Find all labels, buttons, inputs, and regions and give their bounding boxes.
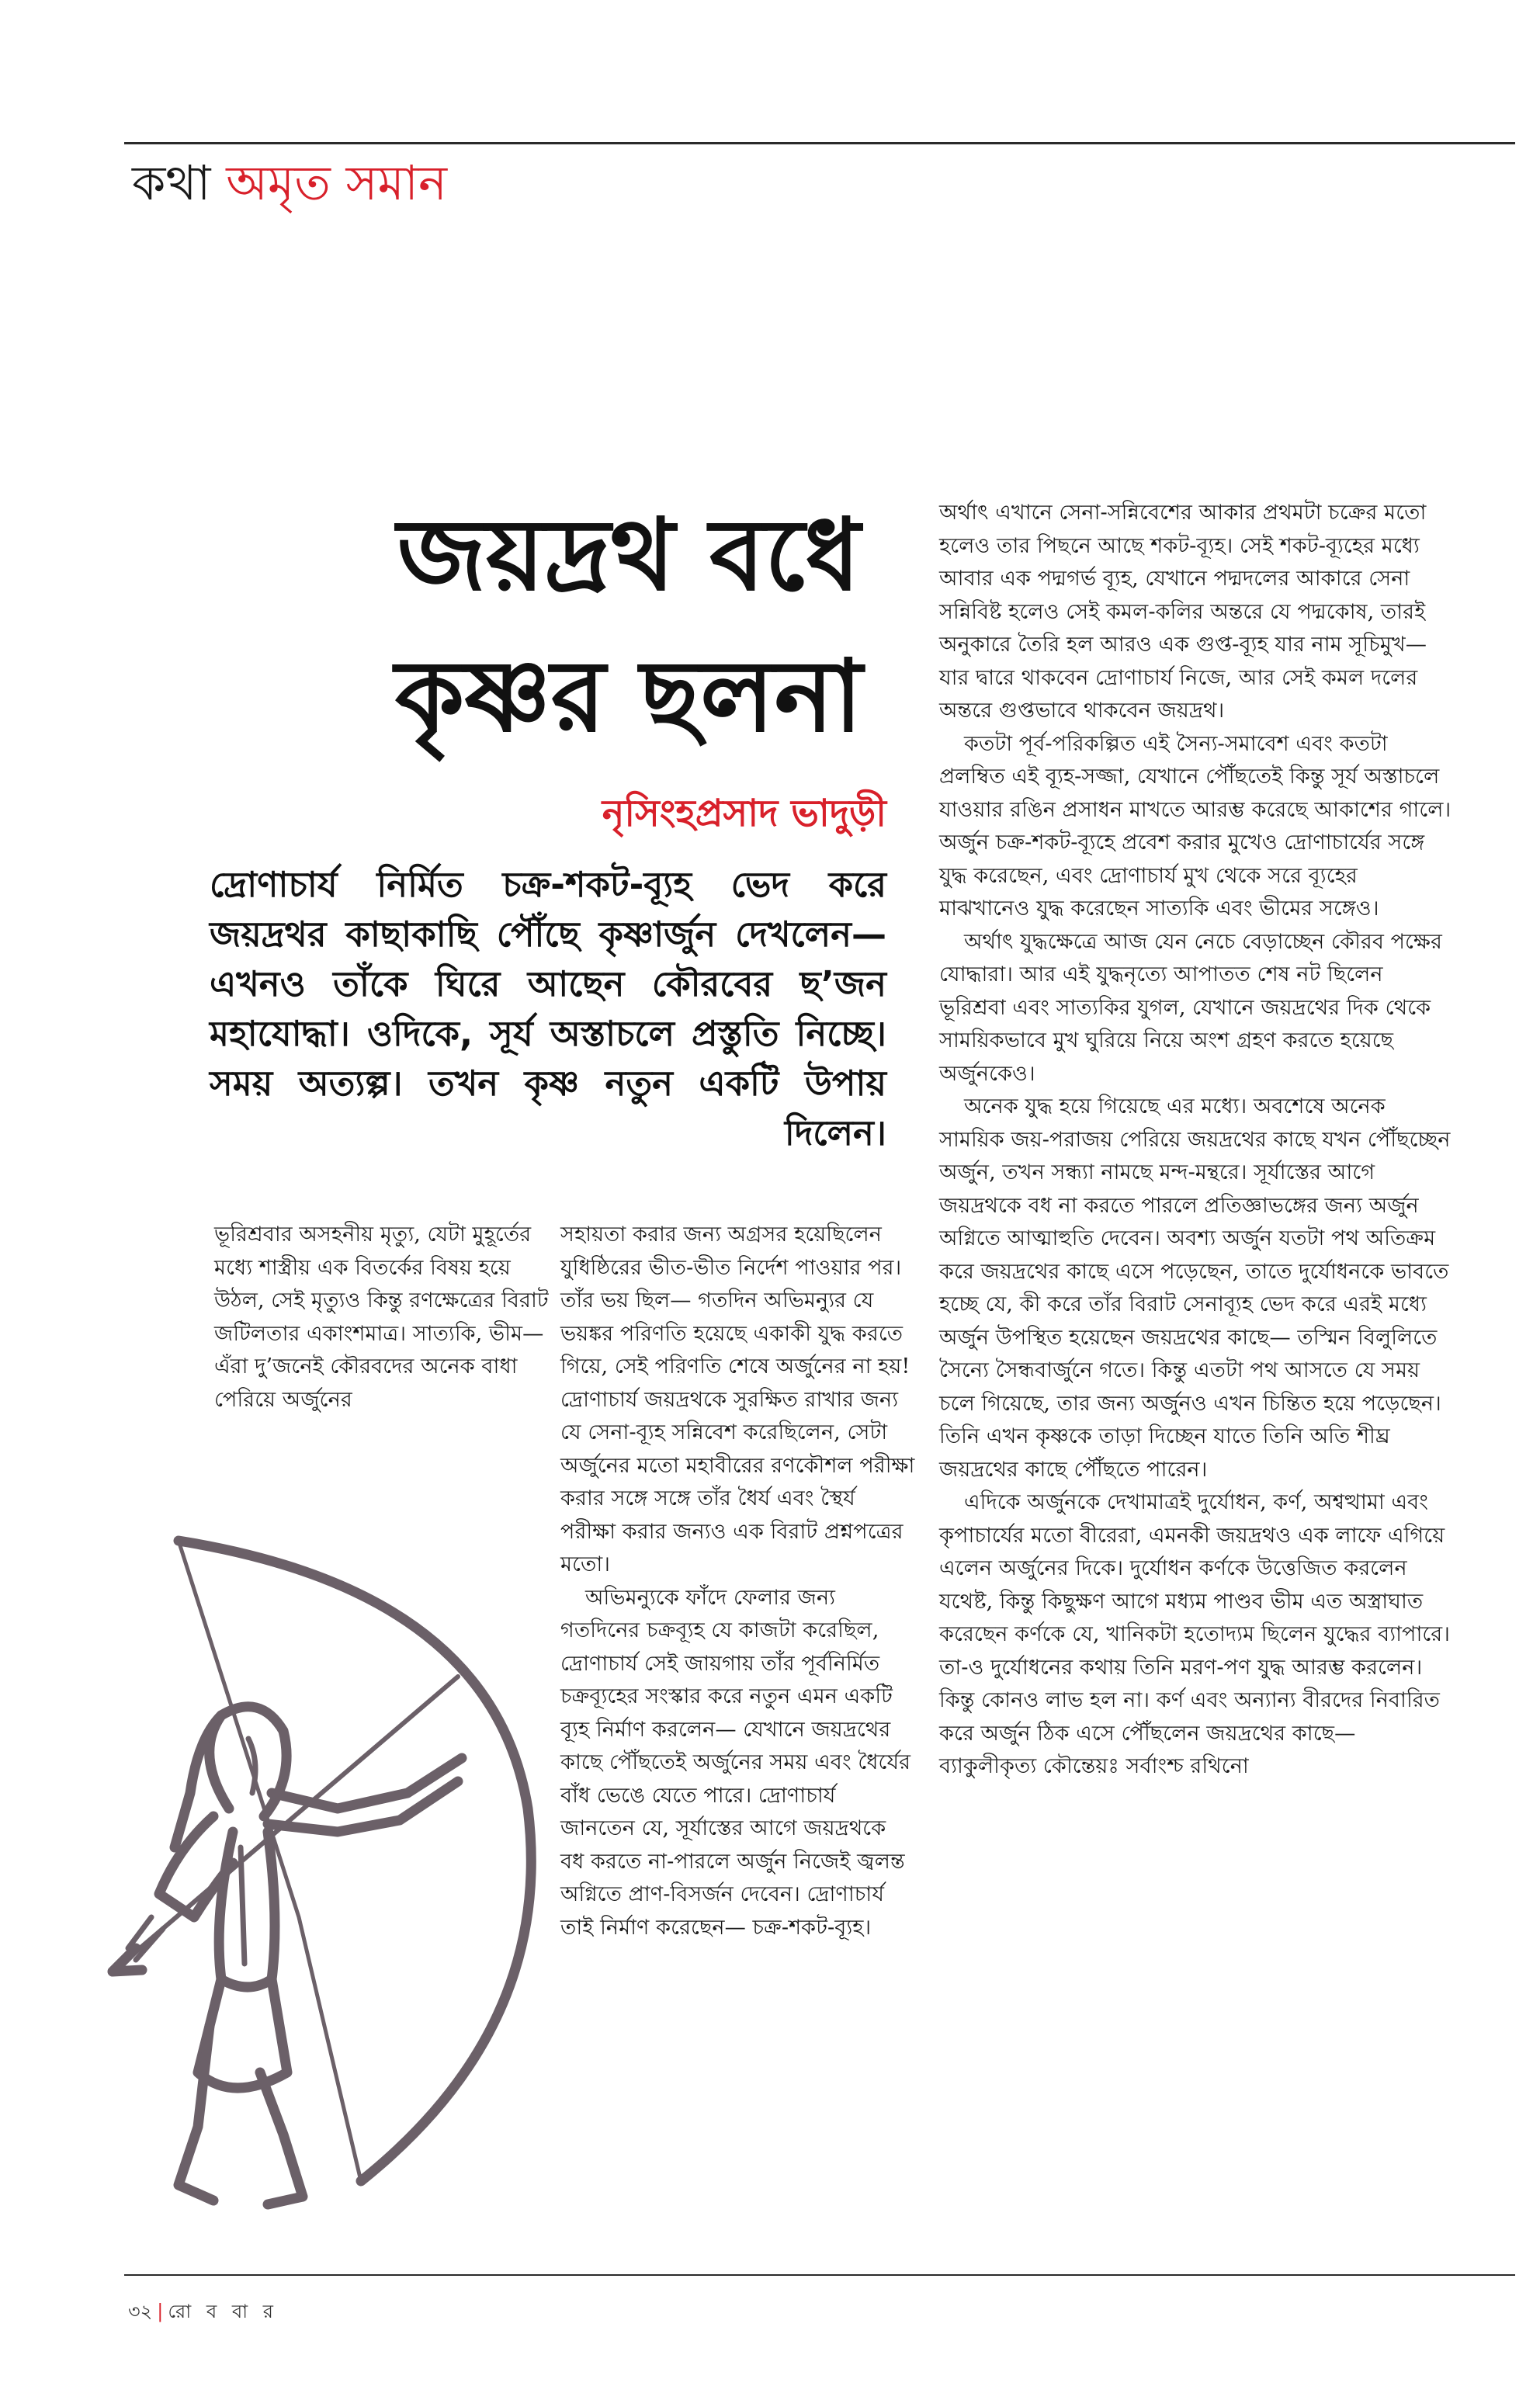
section-header — [132, 154, 447, 211]
top-rule — [124, 142, 1515, 144]
paragraph: ভূরিশ্রবার অসহনীয় মৃত্যু, যেটা মুহূর্তের মধ্যে শাস্ত্রীয় এক বিতর্কের বিষয় হয়ে উঠল, সেই মৃত্যুও কিন্তু রণক্ষেত্রের বিরাট জটিলতার একাংশমাত্র। সাত্যকি, ভীম— এঁরা দু’জনেই কৌরবদের অনেক বাধা পেরিয়ে অর্জুনের — [214, 1223, 549, 1412]
page-footer — [128, 2298, 278, 2329]
paragraph: অর্থাৎ এখানে সেনা-সন্নিবেশের আকার প্রথমটা চক্রের মতো হলেও তার পিছনে আছে শকট-ব্যূহ। সেই শকট-ব্যূহের মধ্যে আবার এক পদ্মগর্ভ ব্যূহ, যেখানে পদ্মদলের আকারে সেনা সন্নিবিষ্ট হলেও সেই কমল-কলির অন্তরে যে পদ্মকোষ, তারই অনুকারে তৈরি হল আরও এক গুপ্ত-ব্যূহ যার নাম সূচিমুখ— যার দ্বারে থাকবেন দ্রোণাচার্য নিজে, আর সেই কমল দলের অন্তরে গুপ্তভাবে থাকবেন জয়দ্রথ। — [939, 501, 1427, 723]
page-number: ৩২ — [128, 2301, 153, 2322]
section-word-2: অমৃত সমান — [226, 154, 447, 211]
paragraph: অর্থাৎ যুদ্ধক্ষেত্রে আজ যেন নেচে বেড়াচ্ছেন কৌরব পক্ষের যোদ্ধারা। আর এই যুদ্ধনৃত্যে আপাতত শেষ নট ছিলেন ভূরিশ্রবা এবং সাত্যকির যুগল, যেখানে জয়দ্রথের দিক থেকে সাময়িকভাবে মুখ ঘুরিয়ে নিয়ে অংশ গ্রহণ করতে হয়েছে অর্জুনকেও। — [939, 929, 1442, 1086]
title-line-2: কৃষ্ণর ছলনা — [394, 639, 863, 754]
paragraph: কতটা পূর্ব-পরিকল্পিত এই সৈন্য-সমাবেশ এবং কতটা প্রলম্বিত এই ব্যূহ-সজ্জা, যেখানে পৌঁছতেই কিন্তু সূর্য অস্তাচলে যাওয়ার রঙিন প্রসাধন মাখতে আরম্ভ করেছে আকাশের গালে। অর্জুন চক্র-শকট-ব্যূহে প্রবেশ করার মুখেও দ্রোণাচার্যের সঙ্গে যুদ্ধ করেছেন, এবং দ্রোণাচার্য মুখ থেকে সরে ব্যূহের মাঝখানেও যুদ্ধ করেছেন সাত্যকি এবং ভীমের সঙ্গেও। — [939, 731, 1452, 921]
body-column-1 — [214, 1219, 556, 1417]
paragraph: অভিমন্যুকে ফাঁদে ফেলার জন্য গতদিনের চক্রব্যূহ যে কাজটা করেছিল, দ্রোণাচার্য সেই জায়গায় তাঁর পূর্বনির্মিত চক্রব্যূহের সংস্কার করে নতুন এমন একটি ব্যূহ নির্মাণ করলেন— যেখানে জয়দ্রথের কাছে পৌঁছতেই অর্জুনের সময় এবং ধৈর্যের বাঁধ ভেঙে যেতে পারে। দ্রোণাচার্য জানতেন যে, সূর্যাস্তের আগে জয়দ্রথকে বধ করতে না-পারলে অর্জুন নিজেই জ্বলন্ত অগ্নিতে প্রাণ-বিসর্জন দেবেন। দ্রোণাচার্য তাই নির্মাণ করেছেন— চক্র-শকট-ব্যূহ। — [560, 1585, 911, 1940]
article-title — [334, 485, 924, 768]
paragraph: অনেক যুদ্ধ হয়ে গিয়েছে এর মধ্যে। অবশেষে অনেক সাময়িক জয়-পরাজয় পেরিয়ে জয়দ্রথের কাছে যখন পৌঁছচ্ছেন অর্জুন, তখন সন্ধ্যা নামছে মন্দ-মন্থরে। সূর্যাস্তের আগে জয়দ্রথকে বধ না করতে পারলে প্রতিজ্ঞাভঙ্গের জন্য অর্জুন অগ্নিতে আত্মাহুতি দেবেন। অবশ্য অর্জুন যতটা পথ অতিক্রম করে জয়দ্রথের কাছে এসে পড়েছেন, তাতে দুর্যোধনকে ভাবতে হচ্ছে যে, কী করে তাঁর বিরাট সেনাব্যূহ ভেদ করে এরই মধ্যে অর্জুন উপস্থিত হয়েছেন জয়দ্রথের কাছে— তস্মিন বিলুলিতে সৈন্যে সৈন্ধবার্জুনে গতে। কিন্তু এতটা পথ আসতে যে সময় চলে গিয়েছে, তার জন্য অর্জুনও এখন চিন্তিত হয়ে পড়েছেন। তিনি এখন কৃষ্ণকে তাড়া দিচ্ছেন যাতে তিনি অতি শীঘ্র জয়দ্রথের কাছে পৌঁছতে পারেন। — [939, 1094, 1451, 1482]
article-deck: দ্রোণাচার্য নির্মিত চক্র-শকট-ব্যূহ ভেদ করে জয়দ্রথর কাছাকাছি পৌঁছে কৃষ্ণার্জুন দেখলেন— এখনও তাঁকে ঘিরে আছেন কৌরবের ছ’জন মহাযোদ্ধা। ওদিকে, সূর্য অস্তাচলে প্রস্তুতি নিচ্ছে। সময় অত্যল্প। তখন কৃষ্ণ নতুন একটি উপায় দিলেন। — [210, 864, 886, 1153]
body-column-2 — [560, 1219, 916, 1944]
footer-separator: | — [157, 2301, 164, 2322]
body-column-3 — [939, 497, 1452, 1784]
archer-line-drawing-icon — [105, 1483, 555, 2228]
section-word-1: কথা — [132, 154, 211, 211]
paragraph: সহায়তা করার জন্য অগ্রসর হয়েছিলেন যুধিষ্ঠিরের ভীত-ভীত নির্দেশ পাওয়ার পর। তাঁর ভয় ছিল— গতদিন অভিমন্যুর যে ভয়ঙ্কর পরিণতি হয়েছে একাকী যুদ্ধ করতে গিয়ে, সেই পরিণতি শেষে অর্জুনের না হয়! দ্রোণাচার্য জয়দ্রথকে সুরক্ষিত রাখার জন্য যে সেনা-ব্যূহ সন্নিবেশ করেছিলেন, সেটা অর্জুনের মতো মহাবীরের রণকৌশল পরীক্ষা করার সঙ্গে সঙ্গে তাঁর ধৈর্য এবং স্থৈর্য পরীক্ষা করার জন্যও এক বিরাট প্রশ্নপত্রের মতো। — [560, 1223, 915, 1576]
magazine-name: রো ব বা র — [168, 2301, 278, 2322]
author-byline: নৃসিংহপ্রসাদ ভাদুড়ী — [602, 792, 886, 835]
paragraph: এদিকে অর্জুনকে দেখামাত্রই দুর্যোধন, কর্ণ, অশ্বত্থামা এবং কৃপাচার্যের মতো বীরেরা, এমনকী জয়দ্রথও এক লাফে এগিয়ে এলেন অর্জুনের দিকে। দুর্যোধন কর্ণকে উত্তেজিত করলেন যথেষ্ট, কিন্তু কিছুক্ষণ আগে মধ্যম পাণ্ডব ভীম এত অস্ত্রাঘাত করেছেন কর্ণকে যে, খানিকটা হতোদ্যম ছিলেন যুদ্ধের ব্যাপারে। তা-ও দুর্যোধনের কথায় তিনি মরণ-পণ যুদ্ধ আরম্ভ করলেন। কিন্তু কোনও লাভ হল না। কর্ণ এবং অন্যান্য বীরদের নিবারিত করে অর্জুন ঠিক এসে পৌঁছলেন জয়দ্রথের কাছে— ব্যাকুলীকৃত্য কৌন্তেয়ঃ সর্বাংশ্চ রথিনো — [939, 1490, 1450, 1778]
bottom-rule — [124, 2274, 1515, 2276]
title-line-1: জয়দ্রথ বধে — [397, 498, 861, 613]
